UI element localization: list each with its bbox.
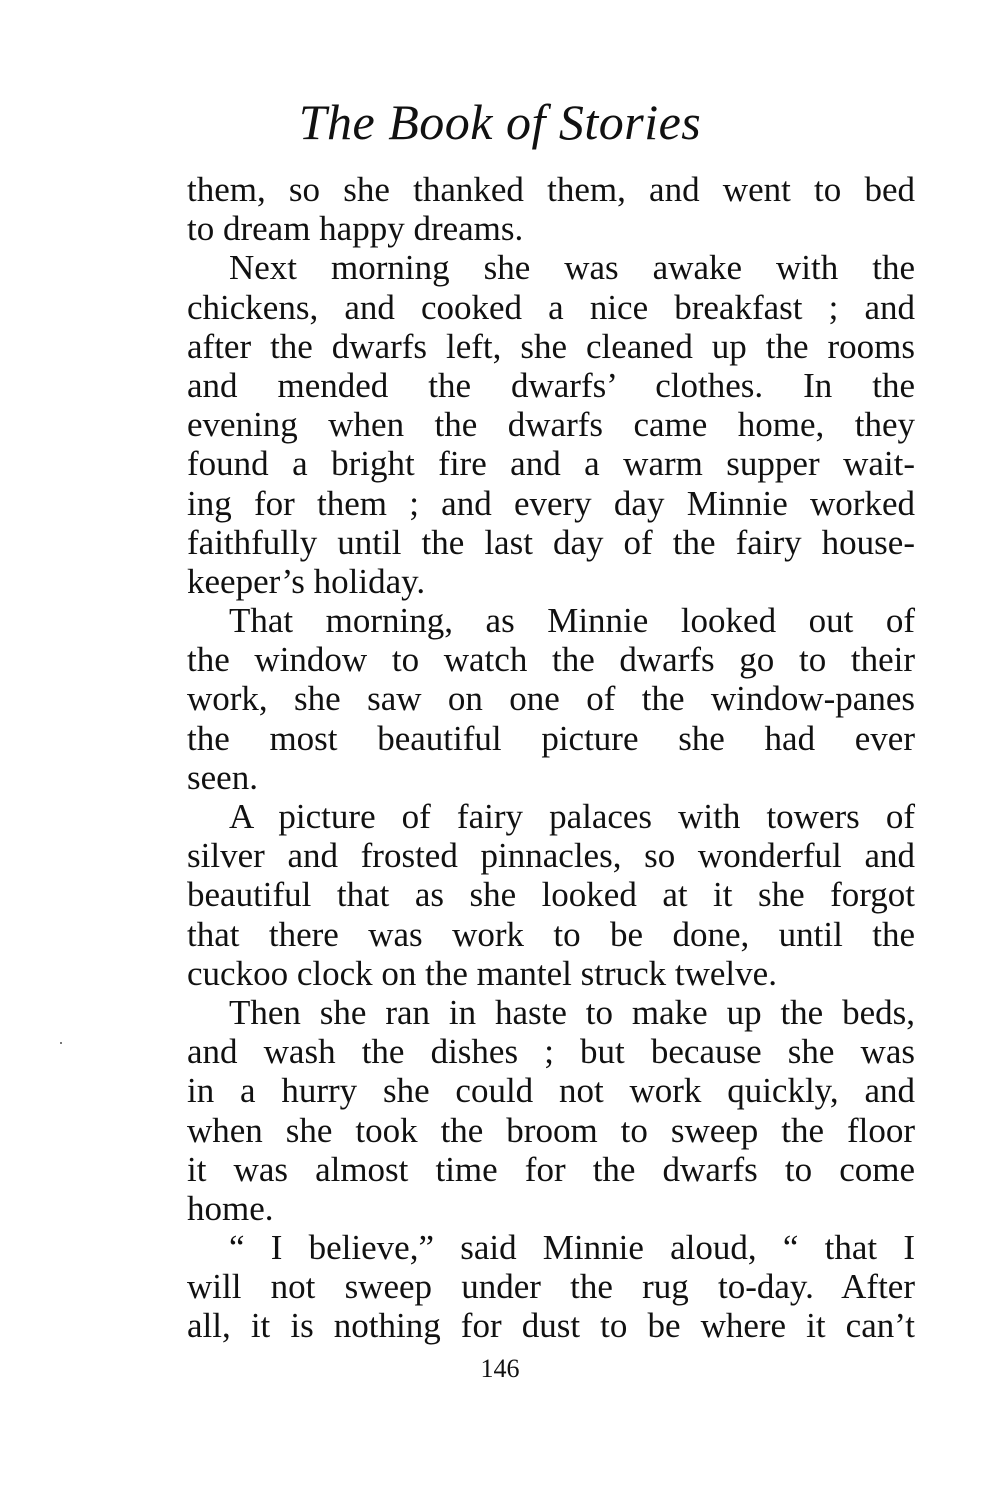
- paragraph: [187, 248, 915, 601]
- paragraph: [187, 1228, 915, 1346]
- paragraph: [187, 797, 915, 993]
- text-line: faithfully until the last day of the fairy house-: [187, 522, 915, 562]
- paragraph: [187, 170, 915, 248]
- text-line: and wash the dishes ; but because she was: [187, 1032, 915, 1072]
- text-line: ing for them ; and every day Minnie worked: [187, 483, 915, 523]
- text-line: the window to watch the dwarfs go to their: [187, 640, 915, 680]
- text-line: evening when the dwarfs came home, they: [187, 405, 915, 445]
- paragraph: [187, 601, 915, 797]
- text-line: keeper’s holiday.: [187, 561, 426, 601]
- text-line: silver and frosted pinnacles, so wonderful and: [187, 836, 915, 876]
- text-line: after the dwarfs left, she cleaned up the rooms: [187, 326, 915, 366]
- text-line: cuckoo clock on the mantel struck twelve.: [187, 953, 777, 993]
- text-line: and mended the dwarfs’ clothes. In the: [187, 365, 915, 405]
- text-line: in a hurry she could not work quickly, and: [187, 1071, 915, 1111]
- text-line: That morning, as Minnie looked out of: [229, 601, 915, 641]
- text-line: found a bright fire and a warm supper wait-: [187, 444, 915, 484]
- running-head: The Book of Stories: [298, 94, 702, 150]
- text-line: will not sweep under the rug to-day. After: [187, 1267, 915, 1307]
- text-line: chickens, and cooked a nice breakfast ; and: [187, 287, 915, 327]
- text-line: it was almost time for the dwarfs to come: [187, 1149, 915, 1189]
- text-line: beautiful that as she looked at it she forgot: [187, 875, 915, 915]
- text-line: work, she saw on one of the window-panes: [187, 679, 915, 719]
- text-line: Next morning she was awake with the: [229, 248, 915, 288]
- text-line: “ I believe,” said Minnie aloud, “ that I: [229, 1228, 915, 1268]
- paragraph: [187, 993, 915, 1228]
- text-line: the most beautiful picture she had ever: [187, 718, 915, 758]
- body-text: [187, 170, 915, 1346]
- text-line: seen.: [187, 757, 258, 797]
- text-line: Then she ran in haste to make up the beds,: [229, 992, 915, 1032]
- text-line: that there was work to be done, until the: [187, 914, 915, 954]
- text-line: all, it is nothing for dust to be where it can’t: [187, 1306, 915, 1346]
- margin-speck: [60, 1042, 62, 1044]
- text-line: A picture of fairy palaces with towers of: [229, 797, 915, 836]
- text-line: to dream happy dreams.: [187, 209, 524, 249]
- page-number: 146: [480, 1354, 520, 1383]
- text-line: home.: [187, 1188, 274, 1228]
- text-line: when she took the broom to sweep the floor: [187, 1110, 915, 1150]
- text-line: them, so she thanked them, and went to bed: [187, 170, 915, 209]
